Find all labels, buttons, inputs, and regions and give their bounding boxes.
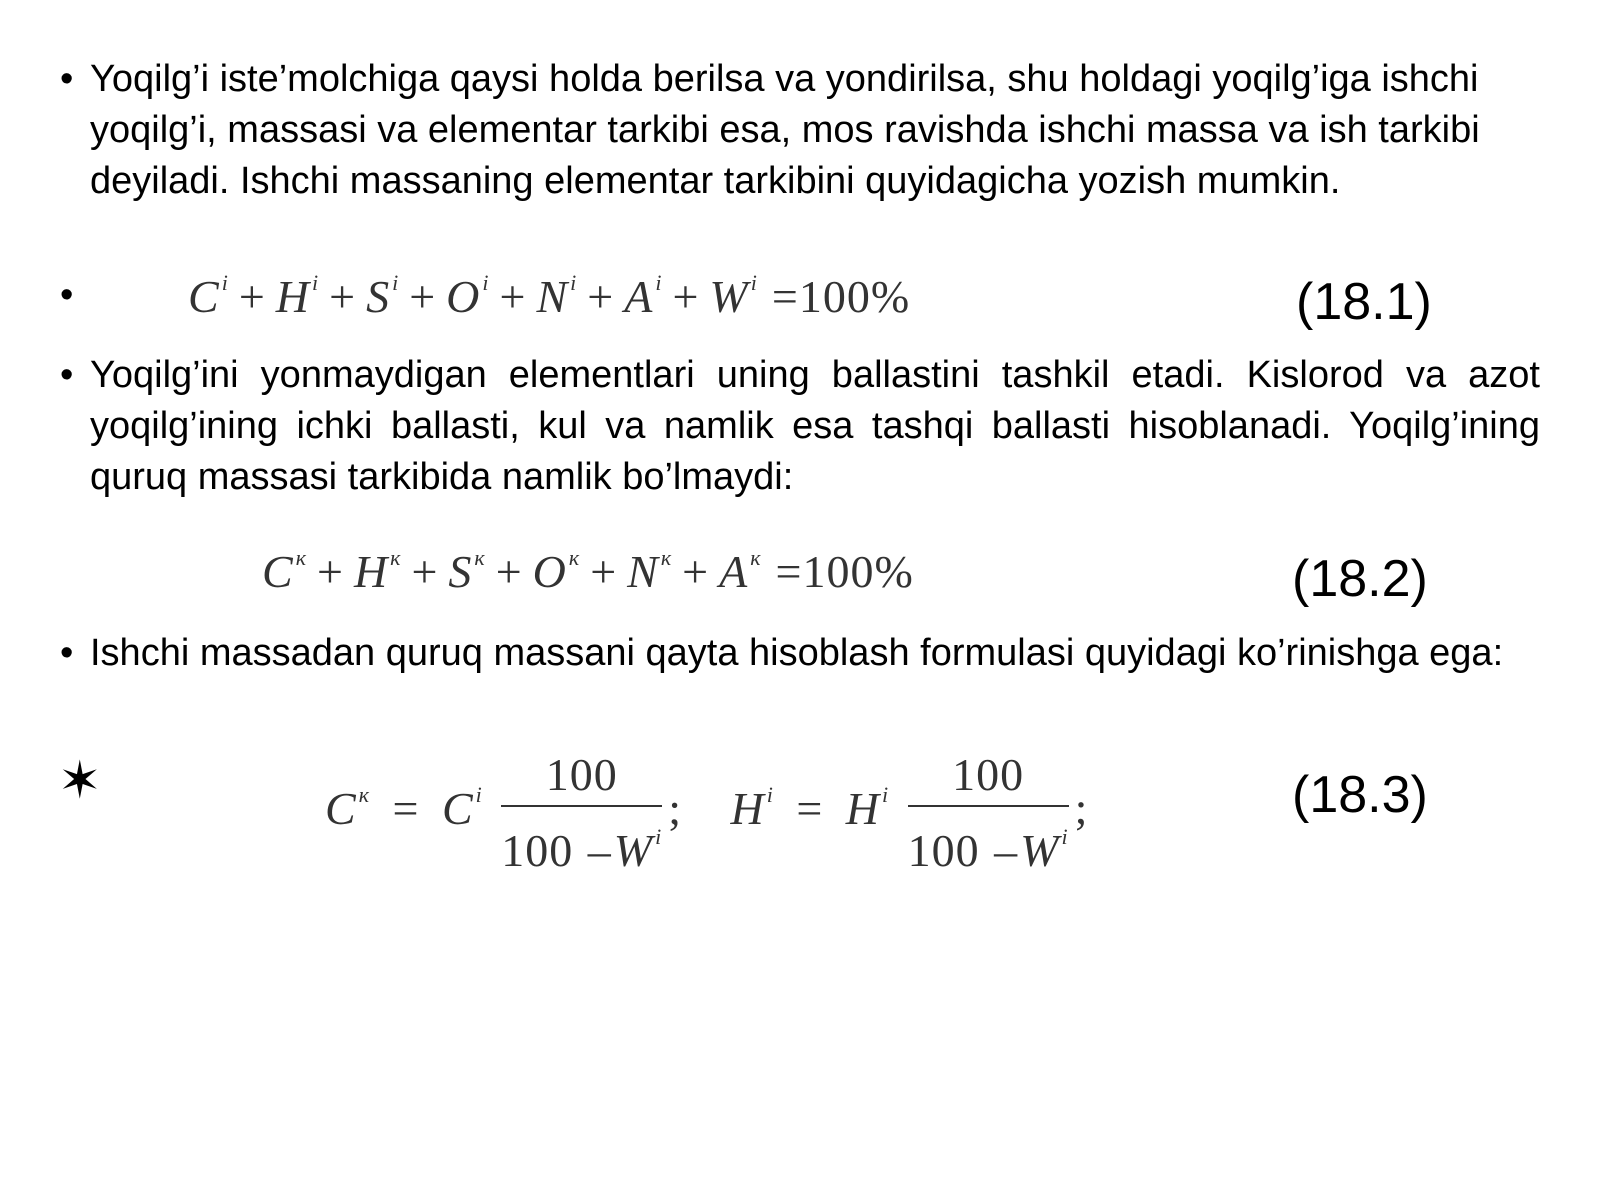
equation-term: $C^i$ (188, 270, 229, 322)
equation-rhs: =100% (771, 271, 911, 322)
bullet-dot: • (60, 632, 74, 674)
plus-operator: + (590, 546, 618, 597)
plus-operator: + (329, 271, 357, 322)
plus-operator: + (238, 271, 266, 322)
paragraph-2-text: Yoqilg’ini yonmaydigan elementlari uning ballastini tashkil etadi. Kislorod va azot yoqilg’ining ichki ballasti, kul va namlik esa tashqi ballasti hisoblanadi. Yoqilg’ining quruq massasi tarkibida namlik bo’lmaydi: (90, 354, 1540, 498)
paragraph-3 (60, 628, 1540, 679)
equation-term: $N^к$ (627, 545, 673, 597)
plus-operator: + (409, 271, 437, 322)
eq3-lhs1: $C^к$ (325, 781, 370, 834)
equation-number-18-3: (18.3) (1292, 766, 1428, 824)
bullet-dot: • (60, 354, 74, 396)
paragraph-1-text: Yoqilg’i iste’molchiga qaysi holda berilsa va yondirilsa, shu holdagi yoqilg’iga ishchi yoqilg’i, massasi va elementar tarkibi esa, mos ravishda ishchi massa va ish tarkibi deyiladi. Ishchi massaning elementar tarkibini quyidagicha yozish mumkin. (90, 58, 1480, 202)
eq3-lhs2: $H^i$ (730, 781, 774, 834)
paragraph-1 (60, 54, 1540, 207)
eq3-fraction-2: $\frac{100}{100 -W^i}$ (908, 745, 1069, 881)
equation-18-2 (262, 545, 914, 598)
eq3-rhs2: $H^i$ (845, 781, 890, 834)
eq3-rhs1: $C^i$ (441, 781, 483, 834)
equation-18-1 (188, 270, 910, 323)
equation-18-1-row (0, 270, 1600, 340)
plus-operator: + (587, 271, 615, 322)
plus-operator: + (411, 546, 439, 597)
equation-term: $O^к$ (532, 545, 581, 597)
equation-number-18-1: (18.1) (1296, 273, 1432, 331)
bullet-dot: • (60, 274, 74, 316)
plus-operator: + (316, 546, 344, 597)
paragraph-3-text: Ishchi massadan quruq massani qayta hisoblash formulasi quyidagi ko’rinishga ega: (90, 632, 1504, 674)
equation-term: $W^i$ (709, 270, 758, 322)
equation-term: $A^к$ (719, 545, 762, 597)
equation-term: $O^i$ (446, 270, 490, 322)
plus-operator: + (682, 546, 710, 597)
equation-term: $S^к$ (448, 545, 486, 597)
equation-term: $A^i$ (624, 270, 663, 322)
equation-term: $H^i$ (275, 270, 320, 322)
equation-term: $C^к$ (262, 545, 307, 597)
equation-rhs: =100% (775, 546, 914, 597)
equation-18-2-row (0, 545, 1600, 615)
equation-number-18-2: (18.2) (1292, 550, 1428, 608)
bullet-dot: • (60, 58, 74, 100)
plus-operator: + (672, 271, 700, 322)
equation-term: $S^i$ (366, 270, 400, 322)
equation-term: $N^i$ (536, 270, 578, 322)
paragraph-2 (60, 350, 1540, 503)
equation-18-3-row (0, 745, 1600, 876)
plus-operator: + (495, 546, 523, 597)
eq3-fraction-1: $\frac{100}{100 -W^i}$ (501, 745, 662, 881)
star-bullet-icon: ✶ (58, 752, 102, 810)
equation-18-3: $C^к = C^i$ $\frac{100}{100 -W^i}$ ; $H^i = H^i$ $\frac{100}{100 -W^i}$ ; (325, 745, 1088, 881)
equation-term: $H^к$ (353, 545, 402, 597)
plus-operator: + (499, 271, 527, 322)
